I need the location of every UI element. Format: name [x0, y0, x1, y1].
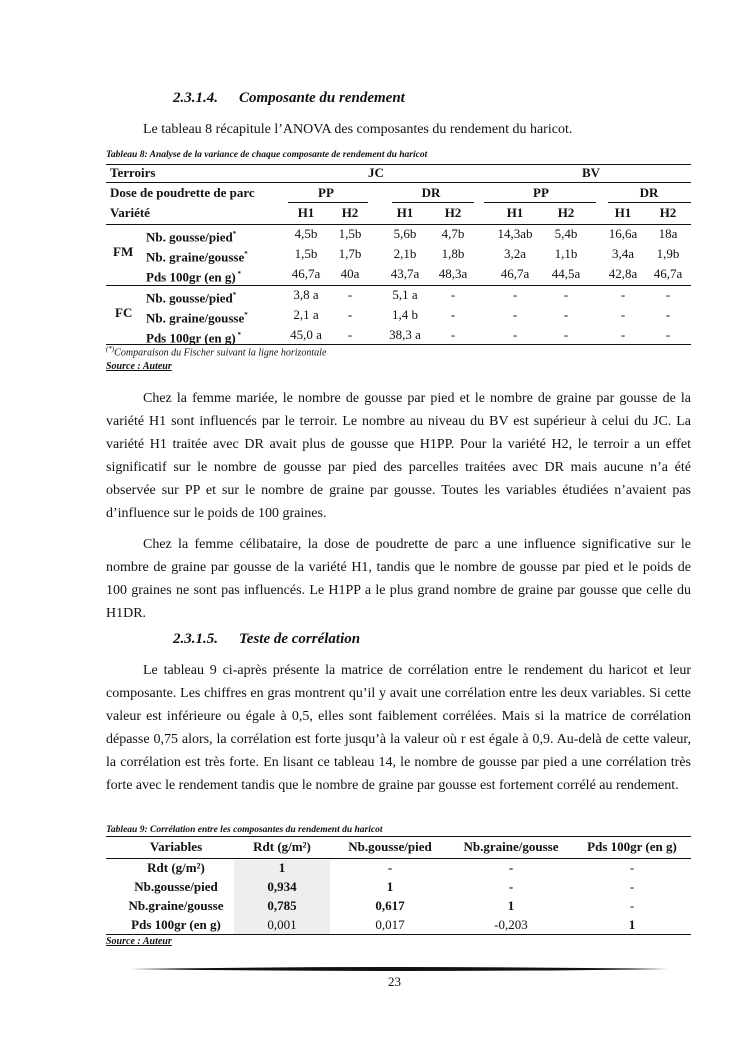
column-header: Nb.graine/gousse	[463, 839, 559, 854]
table-caption: Tableau 9: Corrélation entre les composantes du rendement du haricot	[106, 825, 383, 835]
table-cell: -	[665, 307, 671, 322]
variety-label: H2	[557, 205, 575, 220]
table-caption: Tableau 8: Analyse de la variance de chaque composante de rendement du haricot	[106, 150, 428, 160]
table-rule	[106, 836, 691, 837]
table-cell: 2,1 a	[293, 307, 319, 322]
variety-label: H2	[444, 205, 462, 220]
table-cell: -	[665, 287, 671, 302]
variety-label: H2	[659, 205, 677, 220]
significance-mark: *	[232, 291, 237, 299]
table-cell: 0,001	[267, 917, 297, 932]
group-rule	[288, 202, 368, 203]
table-cell: 1	[507, 898, 515, 913]
table-cell: -	[629, 879, 635, 894]
paragraph-text: Chez la femme célibataire, la dose de poudrette de parc a une influence significative sur le nombre de graine par gousse de la variété H1, tandis que le nombre de gousse par pied et le poids de 100 graines ne sont pas influencés. Le H1PP a le plus grand nombre de graine par gousse que celle du H1DR.	[106, 537, 691, 621]
row-label-text: Nb. gousse/pied	[146, 229, 233, 245]
table-cell: 46,7a	[500, 266, 530, 281]
row-label-text: Pds 100gr (en g)	[146, 269, 236, 285]
section-number: 2.3.1.5.	[173, 631, 218, 647]
group-rule	[608, 202, 691, 203]
table-cell: 0,617	[375, 898, 405, 913]
row-label-text: Nb. gousse/pied	[146, 290, 233, 306]
table-cell: 5,1 a	[392, 287, 418, 302]
row-label-text: Nb. graine/gousse	[146, 310, 245, 326]
table-cell: 3,2a	[503, 246, 527, 261]
table-rule	[106, 934, 691, 935]
table-cell: -	[450, 287, 456, 302]
row-label	[146, 287, 236, 306]
table-cell: 45,0 a	[290, 327, 322, 342]
table-source: Source : Auteur	[106, 361, 172, 372]
table-cell: 4,5b	[294, 226, 318, 241]
terroir-label: JC	[368, 165, 384, 180]
table-cell: 1	[386, 879, 394, 894]
table-cell: -	[629, 860, 635, 875]
variety-label: H1	[396, 205, 414, 220]
paragraph	[106, 533, 691, 625]
variety-label: H1	[506, 205, 524, 220]
table-cell: -	[347, 287, 353, 302]
section-heading	[173, 631, 360, 648]
section-title: Composante du rendement	[239, 90, 405, 106]
table-cell: 0,017	[375, 917, 405, 932]
significance-mark: *	[232, 230, 237, 238]
table-cell: 1,8b	[441, 246, 465, 261]
variety-label: H1	[614, 205, 632, 220]
dose-label: DR	[421, 185, 441, 200]
table-cell: -	[512, 327, 518, 342]
table-cell: -	[508, 879, 514, 894]
table-cell: -	[512, 287, 518, 302]
table-cell: -	[450, 327, 456, 342]
table-cell: -	[629, 898, 635, 913]
column-header: Variables	[149, 839, 203, 854]
table-rule	[106, 858, 691, 859]
paragraph	[106, 659, 691, 797]
table-cell: 0,785	[267, 898, 297, 913]
row-label	[146, 226, 236, 245]
group-rule	[392, 202, 474, 203]
table-rule	[106, 285, 691, 286]
table-cell: 40a	[340, 266, 360, 281]
table-cell: -	[387, 860, 393, 875]
paragraph	[106, 387, 691, 525]
table-cell: 44,5a	[551, 266, 581, 281]
page-number: 23	[388, 974, 401, 989]
row-label	[146, 266, 241, 285]
table-cell: 38,3 a	[389, 327, 421, 342]
section-heading	[173, 90, 405, 107]
row-label	[146, 307, 248, 326]
row-label-text: Nb. graine/gousse	[146, 249, 245, 265]
column-header: Pds 100gr (en g)	[587, 839, 677, 854]
terroir-label: BV	[581, 165, 601, 180]
group-label: FM	[113, 244, 134, 259]
footer-rule	[130, 966, 668, 972]
table-cell: -	[563, 327, 569, 342]
table-cell: -	[665, 327, 671, 342]
table-cell: 1,1b	[554, 246, 578, 261]
anova-table	[106, 164, 691, 344]
section-number: 2.3.1.4.	[173, 90, 218, 106]
variety-label: H2	[341, 205, 359, 220]
table-cell: -	[347, 327, 353, 342]
column-header: Nb.gousse/pied	[348, 839, 432, 854]
table-cell: -	[563, 287, 569, 302]
table-cell: -	[512, 307, 518, 322]
row-label	[146, 246, 248, 265]
table-cell: 4,7b	[441, 226, 465, 241]
row-header: Terroirs	[110, 165, 156, 180]
note-text: Comparaison du Fischer suivant la ligne horizontale	[114, 347, 327, 359]
table-rule	[106, 182, 691, 183]
table-cell: -	[620, 327, 626, 342]
table-cell: 46,7a	[653, 266, 683, 281]
table-note	[106, 345, 326, 358]
table-cell: 16,6a	[608, 226, 638, 241]
table-cell: -	[450, 307, 456, 322]
table-cell: 14,3ab	[497, 226, 533, 241]
table-cell: 18a	[658, 226, 678, 241]
group-rule	[484, 202, 596, 203]
table-cell: 1,7b	[338, 246, 362, 261]
table-cell: -0,203	[494, 917, 528, 932]
table-rule	[106, 224, 691, 225]
table-cell: 42,8a	[608, 266, 638, 281]
row-label: Nb.gousse/pied	[134, 879, 218, 894]
table-cell: -	[620, 307, 626, 322]
table-cell: -	[563, 307, 569, 322]
table-cell: 5,4b	[554, 226, 578, 241]
table-cell: 1,9b	[656, 246, 680, 261]
row-label-text: Pds 100gr (en g)	[146, 330, 236, 346]
table-cell: 5,6b	[393, 226, 417, 241]
dose-label: DR	[639, 185, 659, 200]
paragraph	[106, 118, 691, 141]
variety-label: H1	[297, 205, 315, 220]
table-cell: 43,7a	[390, 266, 420, 281]
table-cell: 3,8 a	[293, 287, 319, 302]
table-cell: 0,934	[267, 879, 297, 894]
dose-label: PP	[318, 185, 334, 200]
table-cell: 1,5b	[294, 246, 318, 261]
table-cell: 3,4a	[611, 246, 635, 261]
correlation-table	[106, 836, 691, 936]
table-cell: 1,4 b	[392, 307, 418, 322]
table-cell: -	[347, 307, 353, 322]
significance-mark: *	[244, 250, 248, 258]
significance-mark: *	[235, 270, 241, 278]
row-header: Variété	[110, 205, 150, 220]
table-cell: 48,3a	[438, 266, 468, 281]
column-header: Rdt (g/m²)	[253, 839, 311, 854]
group-label: FC	[115, 305, 133, 320]
section-title: Teste de corrélation	[239, 631, 361, 647]
significance-mark: *	[235, 331, 241, 339]
row-label: Rdt (g/m²)	[147, 860, 205, 875]
row-label: Pds 100gr (en g)	[131, 917, 221, 932]
table-cell: -	[508, 860, 514, 875]
table-cell: 1	[628, 917, 636, 932]
table-cell: 1,5b	[338, 226, 362, 241]
dose-label: PP	[533, 185, 549, 200]
table-cell: 2,1b	[393, 246, 417, 261]
significance-mark: *	[244, 311, 248, 319]
row-header: Dose de poudrette de parc	[110, 185, 255, 200]
table-cell: 1	[278, 860, 286, 875]
paragraph-text: Le tableau 9 ci-après présente la matrice de corrélation entre le rendement du haricot et leur composante. Les chiffres en gras montrent qu’il y avait une corrélation entre les deux variables. Si cette valeur est inférieure ou égale à 0,5, elles sont faiblement corrélées. Mais si la matrice de corrélation dépasse 0,75 alors, la corrélation est forte jusqu’à la valeur où r est égale à 0,9. Au-delà de cette valeur, la corrélation est très forte. En lisant ce tableau 14, le nombre de gousse par pied a une corrélation très forte avec le rendement tandis que le nombre de graine par gousse est fortement corrélé au rendement.	[106, 663, 691, 793]
paragraph-text: Le tableau 8 récapitule l’ANOVA des composantes du rendement du haricot.	[143, 122, 573, 137]
note-mark: (*)	[106, 345, 115, 353]
table-source: Source : Auteur	[106, 936, 172, 947]
table-cell: -	[620, 287, 626, 302]
row-label: Nb.graine/gousse	[128, 898, 224, 913]
table-cell: 46,7a	[291, 266, 321, 281]
paragraph-text: Chez la femme mariée, le nombre de gousse par pied et le nombre de graine par gousse de la variété H1 sont influencés par le terroir. Le nombre au niveau du BV est supérieur à celui du JC. La variété H1 traitée avec DR avait plus de gousse que H1PP. Pour la variété H2, le terroir a un effet significatif sur le nombre de gousse par pied des parcelles traitées avec DR mais aucune n’a été observée sur PP et sur le nombre de graine par gousse. Toutes les variables étudiées n’avaient pas d’influence sur le poids de 100 graines.	[106, 391, 691, 521]
